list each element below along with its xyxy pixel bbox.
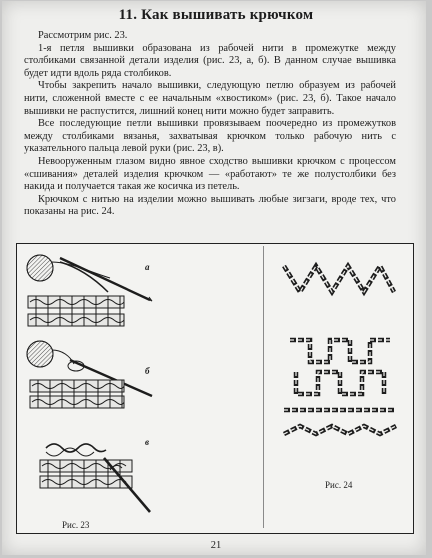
page-number: 21 [210, 540, 222, 551]
paragraph-6: Крючком с нитью на изделии можно вышивать любые зигзаги, вроде тех, что показаны на рис. 24. [24, 193, 396, 218]
fig23-caption: Рис. 23 [62, 520, 90, 530]
fig23v-illustration [40, 444, 150, 512]
fig23-label-v: в [145, 437, 150, 447]
fig23a-illustration [27, 255, 152, 326]
fig24-caption: Рис. 24 [325, 480, 353, 490]
fig24-squares-pattern [296, 372, 384, 394]
fig24-illustration [284, 266, 396, 434]
paragraph-2: 1-я петля вышивки образована из рабочей нити в промежутке между столбиками связанной детали изделия (рис. 23, а, б). В данном случае вышивка будет идти вдоль ряда столбиков. [24, 42, 396, 79]
paragraph-4: Все последующие петли вышивки провязываем поочередно из промежутков между столбиками вязанья, захватывая крючком только рабочую нить с указательного пальца левой руки (рис. 23, в). [24, 118, 396, 155]
fig24-zigzag-pattern [284, 266, 394, 292]
fig23-label-b: б [145, 366, 150, 376]
paragraph-1: Рассмотрим рис. 23. [38, 30, 128, 41]
fig23b-illustration [27, 341, 152, 408]
paragraph-5: Невооруженным глазом видно явное сходство вышивки крючком с процессом «сшивания» деталей изделия крючком — «работают» те же полустолбики без накида и получается такая же косичка из петель. [24, 155, 396, 193]
fig23-label-a: а [145, 262, 150, 272]
fig24-meander-pattern [290, 340, 390, 362]
fig24-wave-pattern [284, 426, 396, 434]
paragraph-3: Чтобы закрепить начало вышивки, следующую петлю образуем из рабочей нити, сложенной вместе с ее начальным «хвостиком» (рис. 23, б). Такое начало вышивки не распустится, лишний конец нити можно будет заправить. [24, 80, 396, 117]
section-heading: 11. Как вышивать крючком [118, 7, 314, 23]
crochet-hook-icon [60, 258, 150, 300]
